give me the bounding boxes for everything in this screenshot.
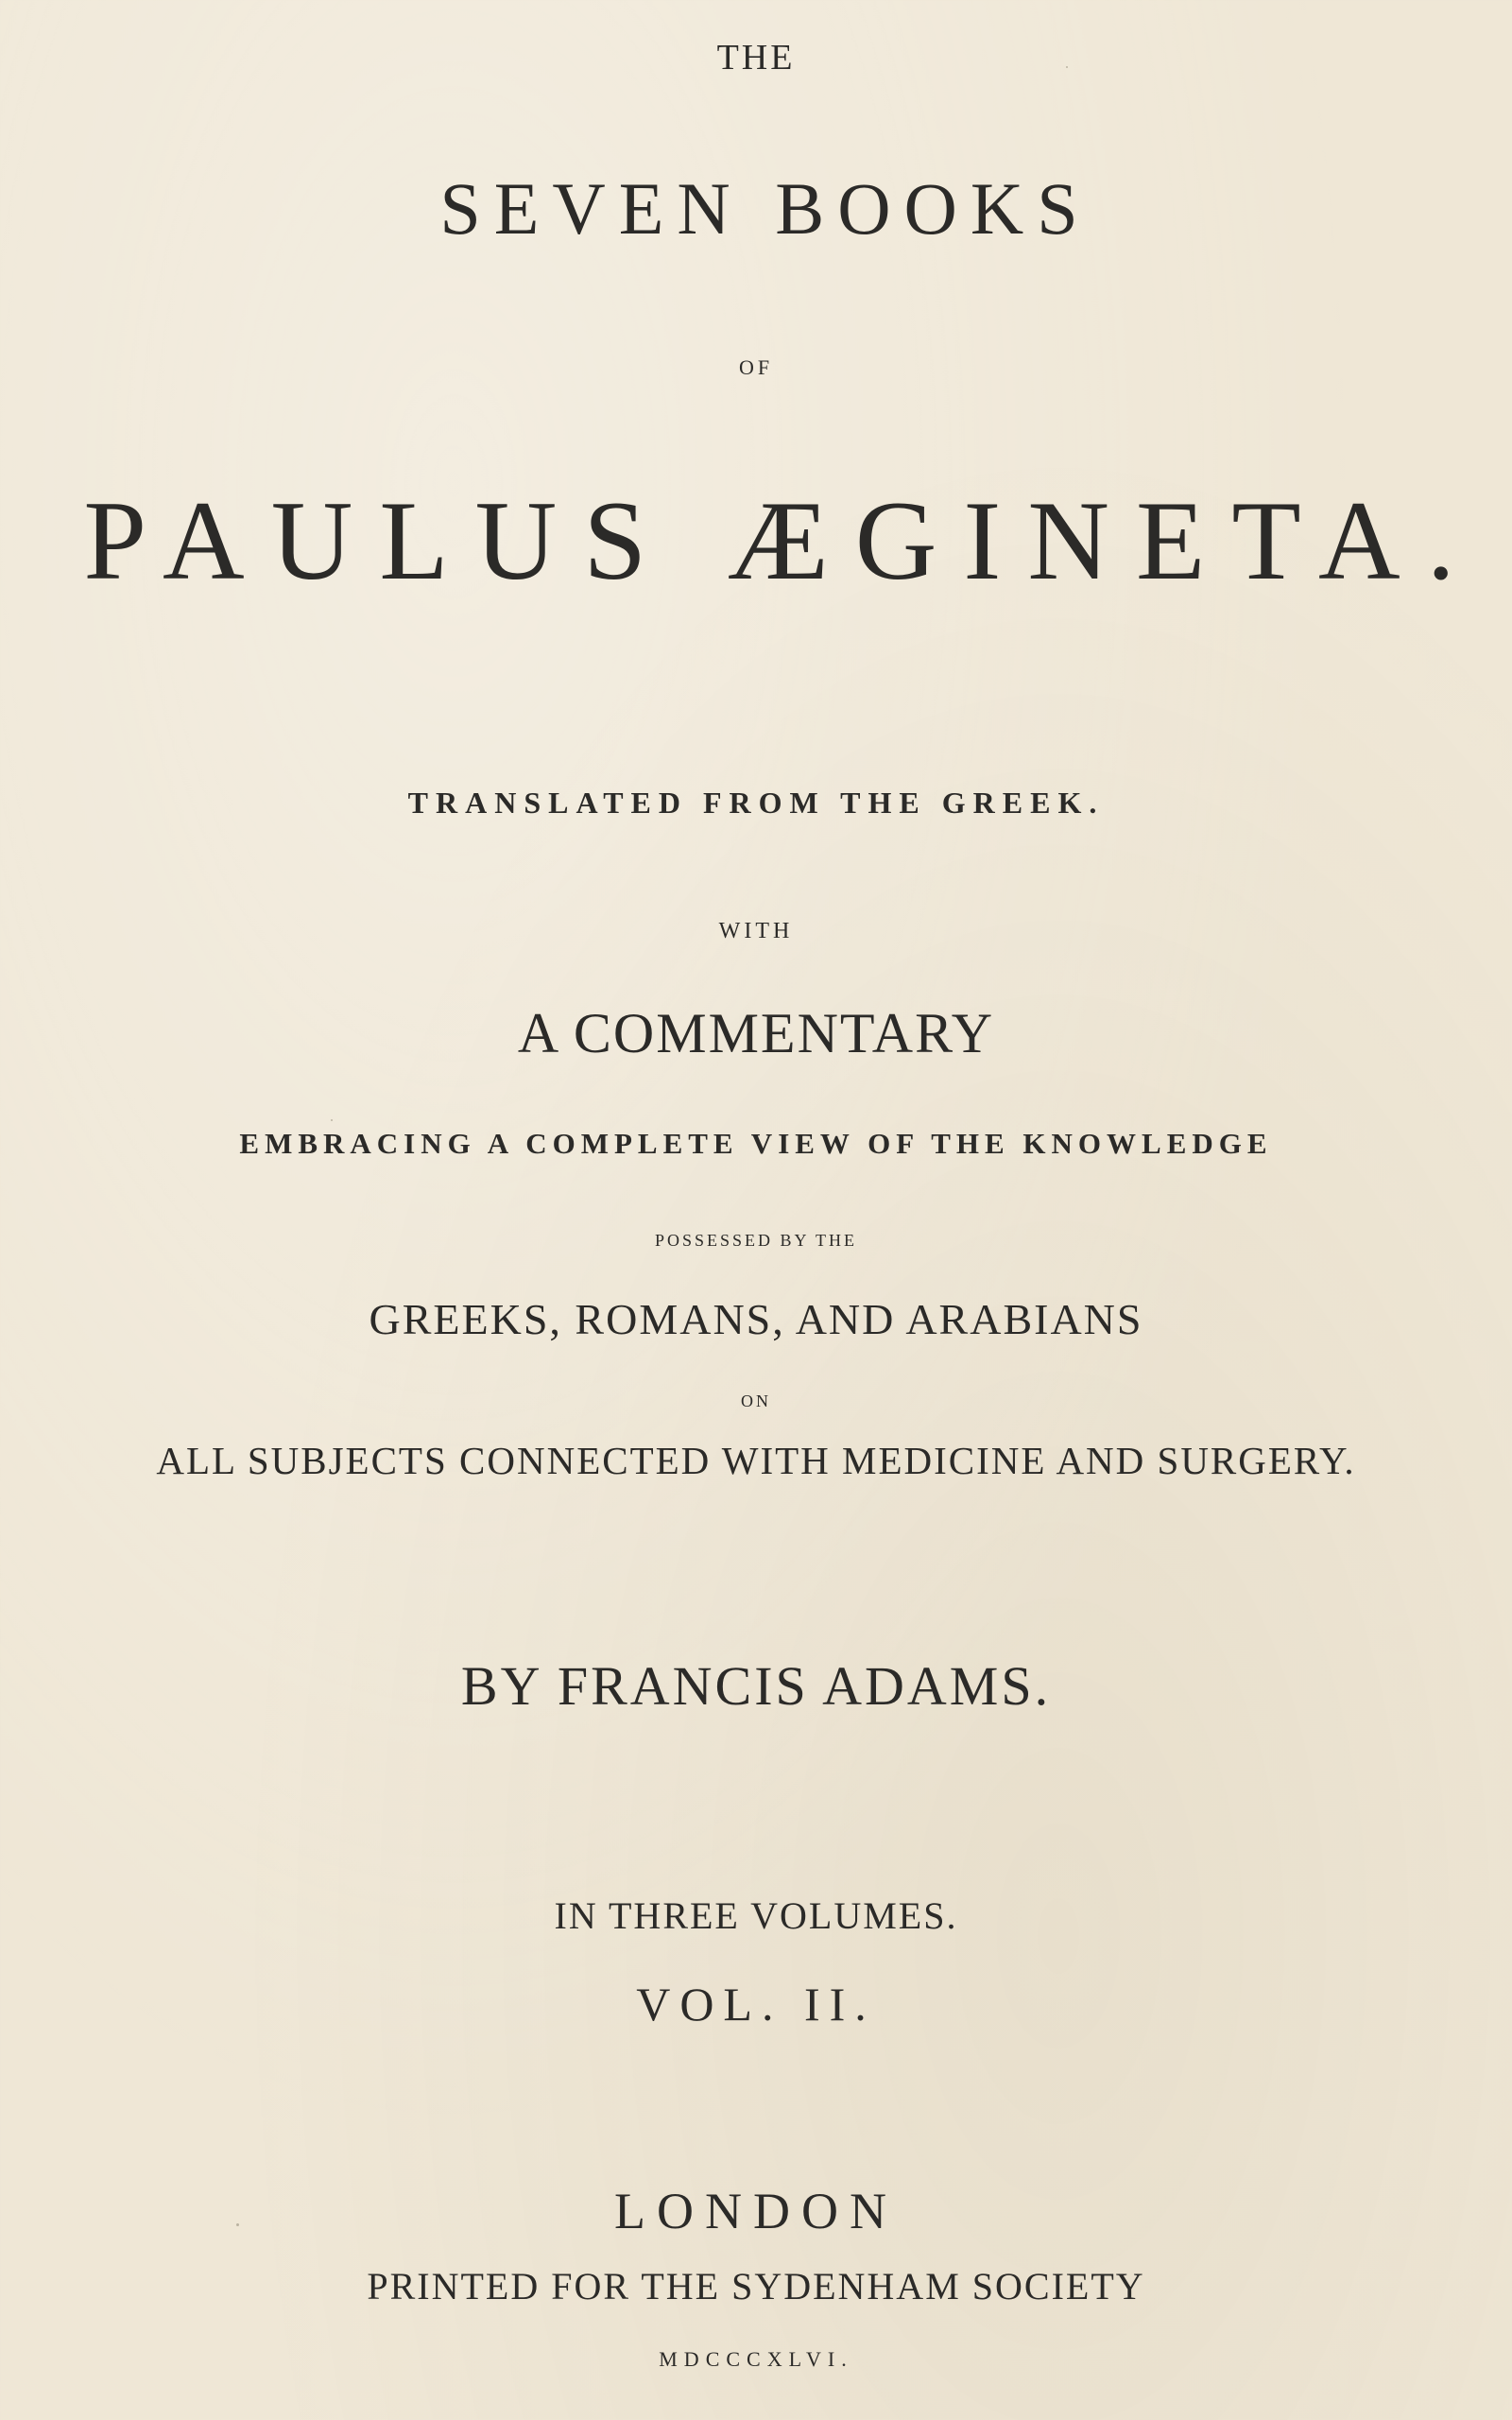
- imprint-publisher: PRINTED FOR THE SYDENHAM SOCIETY: [367, 2265, 1145, 2308]
- subjects-line: ALL SUBJECTS CONNECTED WITH MEDICINE AND SURGERY.: [156, 1439, 1356, 1482]
- on-line: ON: [741, 1392, 771, 1410]
- title-seven-books: SEVEN BOOKS: [439, 167, 1091, 250]
- volumes-line: IN THREE VOLUMES.: [554, 1894, 958, 1937]
- commentary-heading: A COMMENTARY: [517, 1002, 995, 1064]
- title-the: THE: [716, 38, 796, 78]
- imprint-city: LONDON: [614, 2183, 898, 2239]
- title-author: PAULUS ÆGINETA.: [83, 477, 1482, 603]
- paper-speck: [1066, 66, 1068, 68]
- volume-number: VOL. II.: [636, 1978, 876, 2031]
- with-line: WITH: [718, 919, 794, 943]
- paper-speck: [331, 1119, 333, 1121]
- possessed-by-line: POSSESSED BY THE: [654, 1231, 858, 1250]
- embracing-line: EMBRACING A COMPLETE VIEW OF THE KNOWLEDGE: [239, 1127, 1273, 1160]
- translated-line: TRANSLATED FROM THE GREEK.: [407, 786, 1105, 820]
- imprint-date: MDCCCXLVI.: [659, 2347, 853, 2371]
- peoples-line: GREEKS, ROMANS, AND ARABIANS: [369, 1295, 1143, 1343]
- paper-speck: [236, 2223, 239, 2226]
- title-of: OF: [738, 355, 774, 379]
- translator-line: BY FRANCIS ADAMS.: [460, 1655, 1052, 1717]
